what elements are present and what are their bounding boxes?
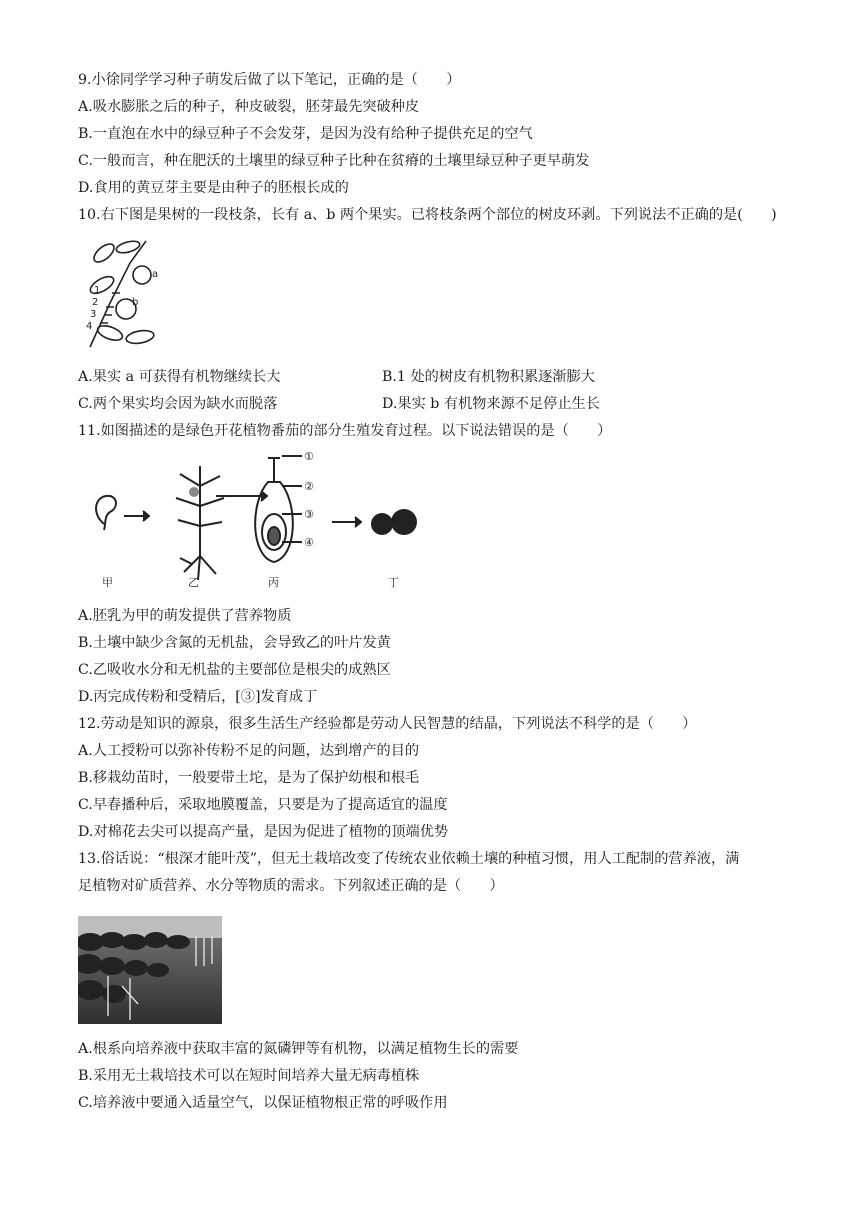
- fig11-label-bing: 丙: [268, 576, 279, 589]
- fig11-num-2: ②: [304, 480, 314, 493]
- q10-stem: 10.右下图是果树的一段枝条，长有 a、b 两个果实。已将枝条两个部位的树皮环剥。下列说法不正确的是( ): [78, 207, 777, 223]
- fig10-label-1: 1: [94, 285, 101, 296]
- q13-option-c: C.培养液中要通入适量空气，以保证植物根正常的呼吸作用: [78, 1095, 448, 1111]
- q12-option-c: C.早春播种后，采取地膜覆盖，只要是为了提高适宜的温度: [78, 797, 448, 813]
- q13-option-a: A.根系向培养液中获取丰富的氮磷钾等有机物，以满足植物生长的需要: [78, 1041, 519, 1057]
- hydroponics-photo: [78, 916, 222, 1024]
- q9-stem: 9.小徐同学学习种子萌发后做了以下笔记，正确的是（ ）: [78, 72, 461, 88]
- q11-option-c: C.乙吸收水分和无机盐的主要部位是根尖的成熟区: [78, 662, 391, 678]
- q11-option-b: B.土壤中缺少含氮的无机盐，会导致乙的叶片发黄: [78, 635, 391, 651]
- q12-option-a: A.人工授粉可以弥补传粉不足的问题，达到增产的目的: [78, 743, 420, 759]
- fig11-num-1: ①: [304, 450, 314, 463]
- q10-option-b: B.1 处的树皮有机物积累逐渐膨大: [382, 369, 595, 385]
- q9-option-a: A.吸水膨胀之后的种子，种皮破裂，胚芽最先突破种皮: [78, 99, 420, 115]
- fig10-label-4: 4: [86, 321, 93, 332]
- fig10-label-3: 3: [90, 309, 97, 320]
- q13-stem-line2: 足植物对矿质营养、水分等物质的需求。下列叙述正确的是（ ）: [78, 878, 504, 894]
- fig10-label-b: b: [132, 297, 139, 308]
- fig11-label-ding: 丁: [388, 576, 399, 589]
- fig10-label-a: a: [152, 269, 159, 280]
- q9-option-b: B.一直泡在水中的绿豆种子不会发芽，是因为没有给种子提供充足的空气: [78, 126, 533, 142]
- q11-option-d: D.丙完成传粉和受精后，[③]发育成丁: [78, 689, 318, 705]
- fig11-num-4: ④: [304, 536, 314, 549]
- q9-option-c: C.一般而言，种在肥沃的土壤里的绿豆种子比种在贫瘠的土壤里绿豆种子更早萌发: [78, 153, 590, 169]
- fig11-label-yi: 乙: [188, 576, 199, 589]
- q12-stem: 12.劳动是知识的源泉，很多生活生产经验都是劳动人民智慧的结晶，下列说法不科学的是（ ）: [78, 716, 697, 732]
- fig11-label-jia: 甲: [102, 576, 113, 589]
- q13-option-b: B.采用无土栽培技术可以在短时间培养大量无病毒植株: [78, 1068, 420, 1084]
- q9-option-d: D.食用的黄豆芽主要是由种子的胚根长成的: [78, 180, 349, 196]
- fig11-num-3: ③: [304, 508, 314, 521]
- tomato-lifecycle-figure: [88, 446, 428, 594]
- fruit-branch-figure: [82, 233, 172, 351]
- q11-option-a: A.胚乳为甲的萌发提供了营养物质: [78, 608, 292, 624]
- q13-stem-line1: 13.俗话说：“根深才能叶茂”，但无土栽培改变了传统农业依赖土壤的种植习惯，用人工配制的营养液，满: [78, 851, 740, 867]
- q11-stem: 11.如图描述的是绿色开花植物番茄的部分生殖发育过程。以下说法错误的是（ ）: [78, 423, 612, 439]
- q10-option-c: C.两个果实均会因为缺水而脱落: [78, 396, 278, 412]
- q12-option-d: D.对棉花去尖可以提高产量，是因为促进了植物的顶端优势: [78, 824, 449, 840]
- q12-option-b: B.移栽幼苗时，一般要带土坨，是为了保护幼根和根毛: [78, 770, 420, 786]
- q10-option-d: D.果实 b 有机物来源不足停止生长: [382, 396, 600, 412]
- fig10-label-2: 2: [92, 297, 99, 308]
- q10-option-a: A.果实 a 可获得有机物继续长大: [78, 369, 281, 385]
